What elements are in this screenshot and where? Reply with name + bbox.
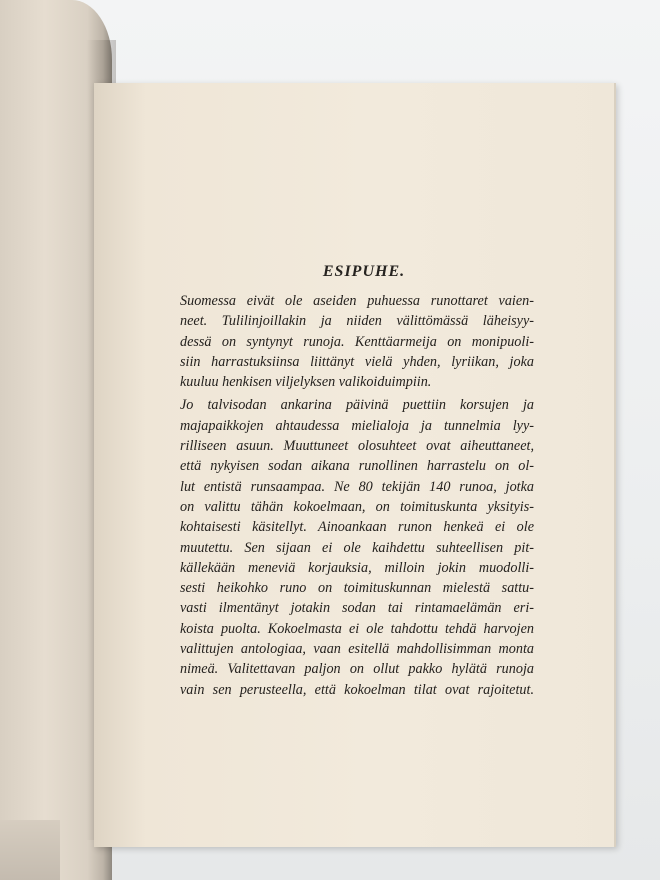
page-heading: ESIPUHE. (322, 263, 406, 280)
text-line: kohtaisesti käsitellyt. Ainoankaan runon henkeä ei ole (180, 519, 534, 536)
left-page-edge (0, 820, 60, 880)
text-line: rilliseen asuun. Muuttuneet olosuhteet ovat aiheuttaneet, (180, 438, 534, 455)
text-line: valittujen antologiaa, vaan esitellä mahdollisimman monta (180, 641, 534, 658)
text-line: dessä on syntynyt runoja. Kenttäarmeija on monipuoli- (180, 333, 534, 350)
text-line: majapaikkojen ahtaudessa mielialoja ja tunnelmia lyy- (180, 417, 534, 434)
text-line: siin harrastuksiinsa liittänyt vielä yhden, lyriikan, joka (180, 353, 534, 370)
text-line: kuuluu henkisen viljelyksen valikoiduimpiin. (180, 374, 432, 391)
text-line: sesti heikohko runo on toimituskunnan mielestä sattu- (180, 580, 534, 597)
text-line: neet. Tulilinjoillakin ja niiden välittömässä läheisyy- (180, 313, 534, 330)
text-line: Jo talvisodan ankarina päivinä puettiin korsujen ja (180, 397, 534, 414)
text-line: lut entistä runsaampaa. Ne 80 tekijän 140 runoa, jotka (180, 478, 534, 495)
preface-text (180, 291, 534, 700)
text-line: että nykyisen sodan aikana runollinen harrastelu on ol- (180, 458, 534, 475)
text-line: källekään meneviä korjauksia, milloin jokin muodolli- (180, 559, 534, 576)
text-line: nimeä. Valitettavan paljon on ollut pakko hylätä runoja (180, 661, 534, 678)
text-line: on valittu tähän kokoelmaan, on toimituskunta yksityis- (180, 498, 534, 515)
text-line: Suomessa eivät ole aseiden puhuessa runottaret vaien- (180, 293, 534, 309)
text-line: muutettu. Sen sijaan ei ole kaihdettu suhteellisen pit- (180, 539, 534, 556)
text-line: vasti ilmentänyt jotakin sodan tai rintamaelämän eri- (180, 600, 534, 617)
right-page (94, 83, 616, 847)
text-line: vain sen perusteella, että kokoelman tilat ovat rajoitetut. (180, 681, 534, 698)
text-line: koista puolta. Kokoelmasta ei ole tahdottu tehdä harvojen (180, 620, 534, 637)
paragraph-2 (180, 395, 534, 699)
paragraph-1 (180, 291, 534, 392)
